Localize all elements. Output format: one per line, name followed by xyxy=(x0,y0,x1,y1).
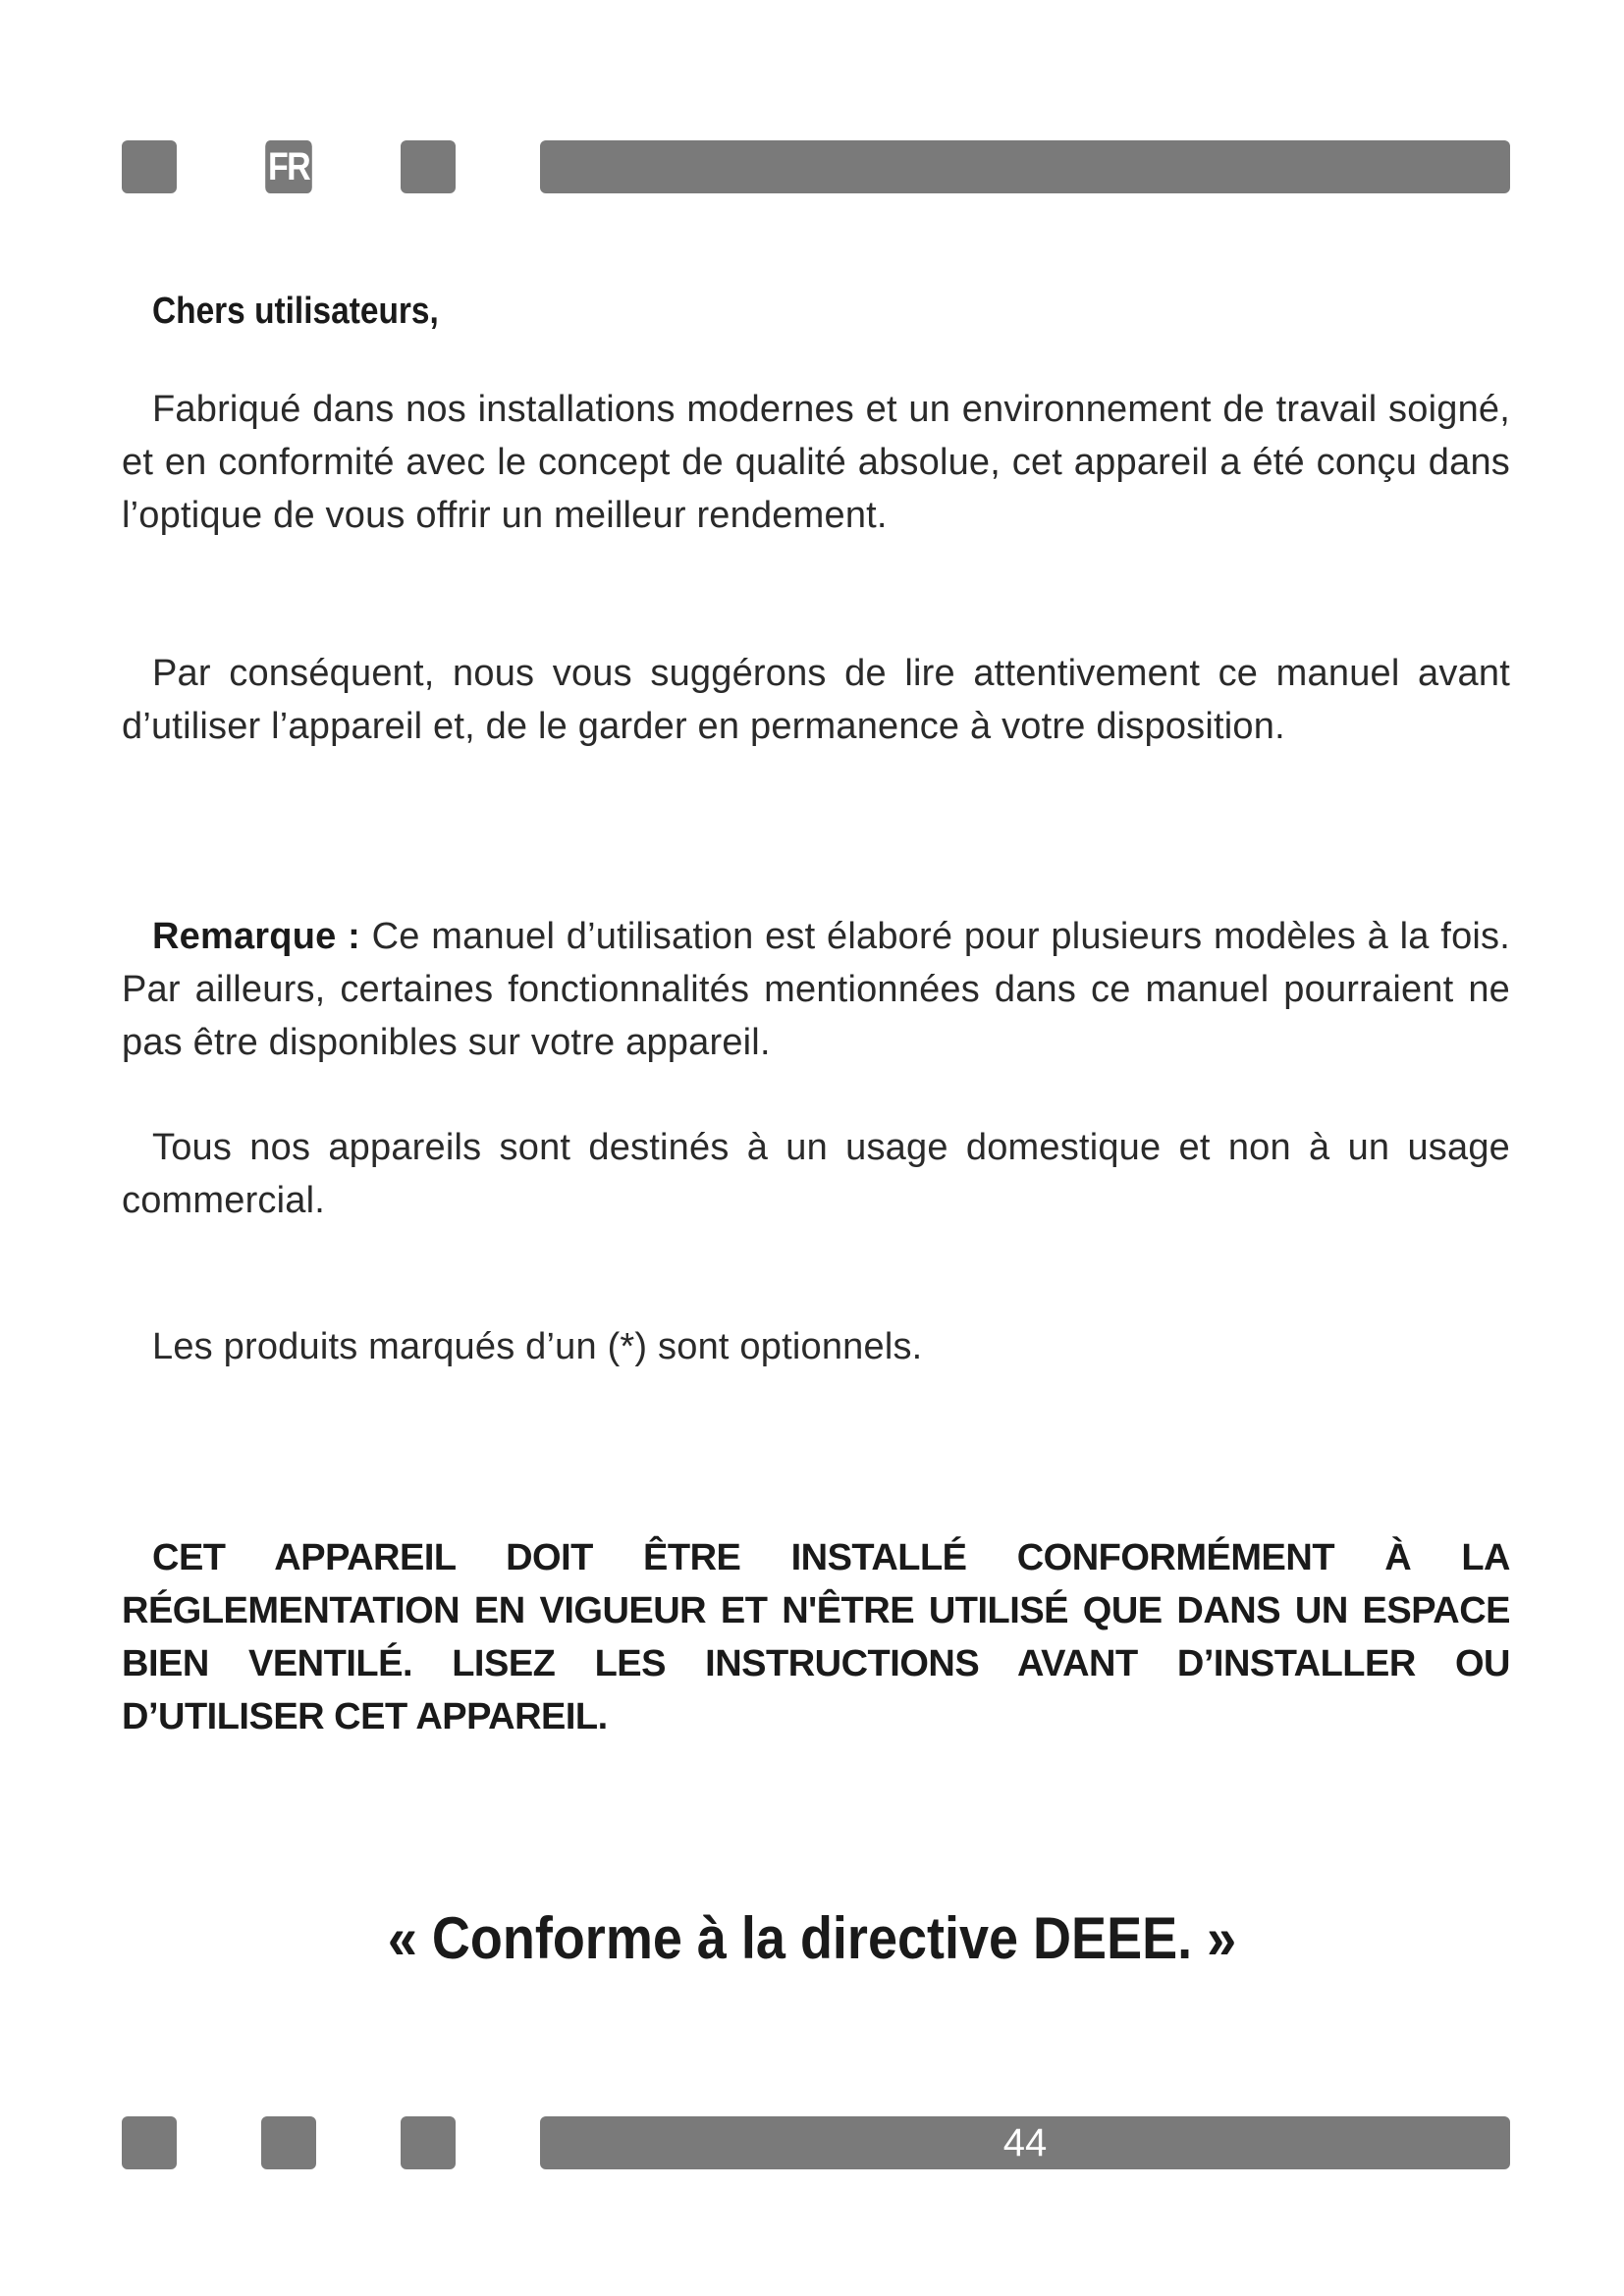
remark-paragraph xyxy=(122,910,1510,1069)
header-bar xyxy=(540,140,1510,193)
footer-square-1 xyxy=(122,2116,177,2169)
header-square-1 xyxy=(122,140,177,193)
deee-directive: « Conforme à la directive DEEE. » xyxy=(387,1905,1237,1971)
language-badge xyxy=(265,140,312,193)
optional-paragraph: Les produits marqués d’un (*) sont optionnels. xyxy=(152,1326,923,1367)
greeting: Chers utilisateurs, xyxy=(152,291,439,332)
page-number: 44 xyxy=(1002,2120,1048,2164)
header-square-3 xyxy=(401,140,456,193)
installation-warning: CET APPAREIL DOIT ÊTRE INSTALLÉ CONFORMÉMENT À LA RÉGLEMENTATION EN VIGUEUR ET N'ÊTRE UTILISÉ QUE DANS UN ESPACE BIEN VENTILÉ. LISEZ LES INSTRUCTIONS AVANT D’INSTALLER OU D’UTILISER CET APPAREIL. xyxy=(122,1537,1510,1737)
remark-text: Ce manuel d’utilisation est élaboré pour plusieurs modèles à la fois. Par ailleurs, certaines fonctionnalités mentionnées dans ce manuel pourraient ne pas être disponibles sur votre appareil. xyxy=(122,916,1510,1063)
advice-paragraph: Par conséquent, nous vous suggérons de lire attentivement ce manuel avant d’utiliser l’appareil et, de le garder en permanence à votre disposition. xyxy=(122,653,1510,747)
remark-label: Remarque : xyxy=(152,916,360,957)
domestic-paragraph: Tous nos appareils sont destinés à un usage domestique et non à un usage commercial. xyxy=(122,1127,1510,1221)
footer-square-3 xyxy=(401,2116,456,2169)
language-label: FR xyxy=(268,144,309,188)
footer-square-2 xyxy=(261,2116,316,2169)
footer-bar xyxy=(540,2116,1510,2169)
intro-paragraph: Fabriqué dans nos installations modernes et un environnement de travail soigné, et en conformité avec le concept de qualité absolue, cet appareil a été conçu dans l’optique de vous offrir un meilleur rendement. xyxy=(122,389,1510,536)
